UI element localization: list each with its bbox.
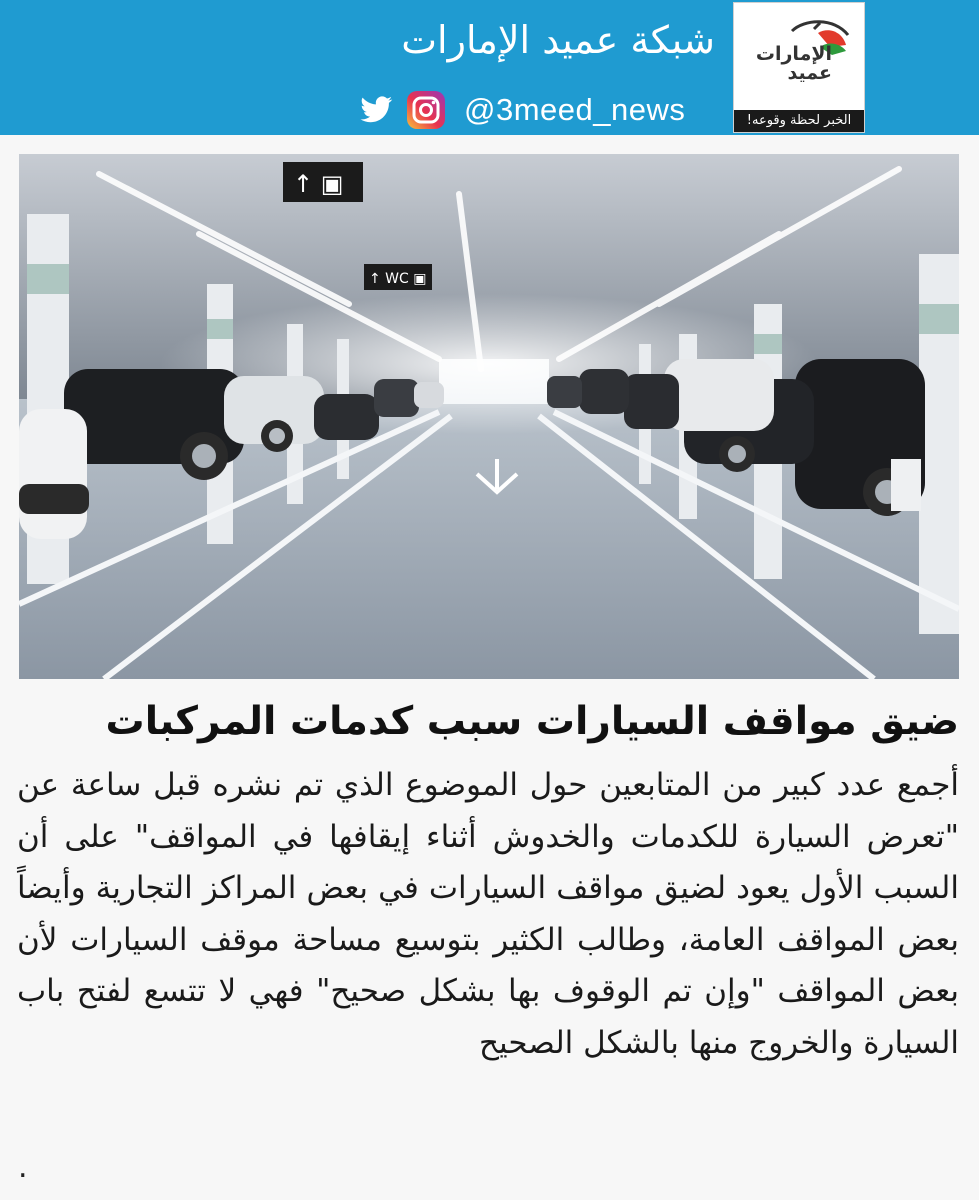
social-bar: [356, 84, 685, 136]
svg-text:↑ ▣: ↑ ▣: [293, 170, 344, 198]
article-body: أجمع عدد كبير من المتابعين حول الموضوع الذي تم نشره قبل ساعة عن "تعرض السيارة للكدمات والخدوش أثناء إيقافها في المواقف" على أن السبب الأول يعود لضيق مواقف السيارات في بعض المراكز التجارية وأيضاً بعض المواقف العامة، وطالب الكثير بتوسيع مساحة موقف السيارات لأن بعض المواقف "وإن تم الوقوف بها بشكل صحيح" فهي لا تتسع لفتح باب السيارة والخروج منها بالشكل الصحيح: [17, 767, 959, 1061]
article-headline: ضيق مواقف السيارات سبب كدمات المركبات: [105, 699, 959, 744]
logo-line-1: الإمارات: [755, 43, 832, 65]
logo-tagline: الخبر لحظة وقوعه!: [734, 110, 864, 132]
logo-text: [732, 45, 832, 83]
svg-text:↑ WC ▣: ↑ WC ▣: [369, 271, 427, 287]
site-title[interactable]: شبكة عميد الإمارات: [401, 18, 715, 62]
article-trailing-mark: .: [18, 1150, 28, 1185]
site-logo[interactable]: [733, 2, 865, 133]
article-photo[interactable]: [19, 154, 959, 679]
site-header: [0, 0, 979, 135]
parking-garage-illustration: [19, 154, 959, 679]
twitter-icon[interactable]: [356, 90, 396, 130]
logo-line-2: عميد: [787, 62, 832, 84]
instagram-icon[interactable]: [406, 90, 446, 130]
social-handle[interactable]: @3meed_news: [464, 92, 686, 127]
